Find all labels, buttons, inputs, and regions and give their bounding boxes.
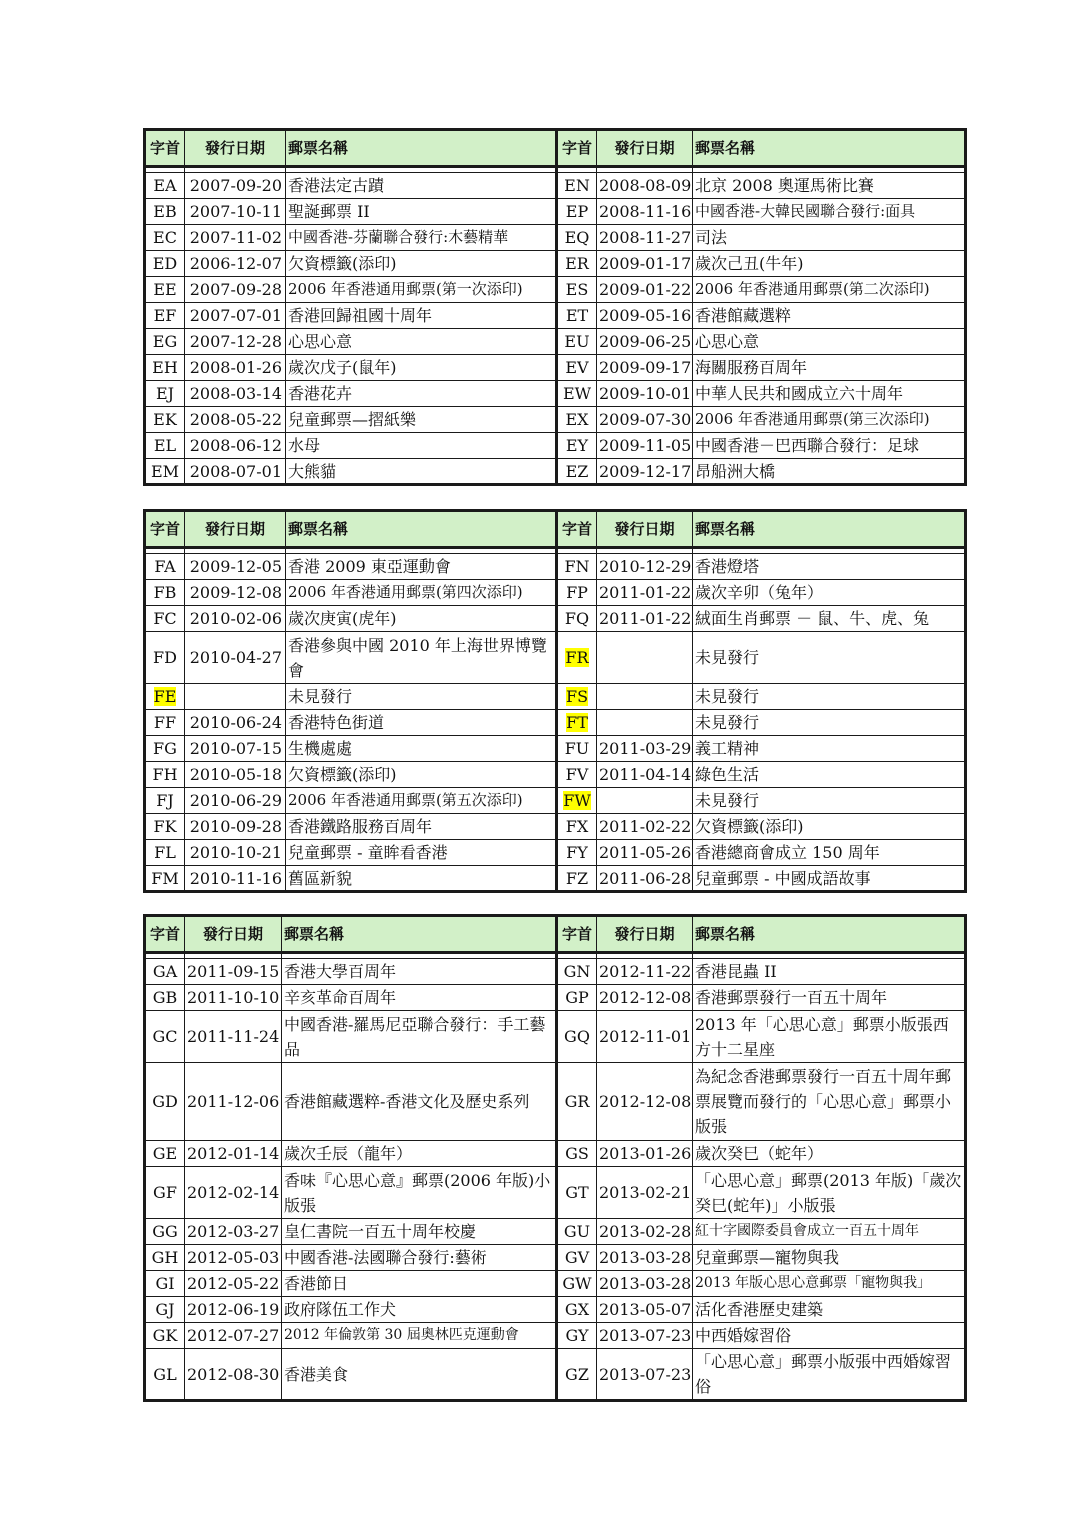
issue-date: 2012-11-01	[597, 1011, 693, 1063]
stamp-name: 香港昆蟲 II	[693, 959, 966, 985]
stamp-code: GG	[145, 1219, 185, 1245]
stamp-code: GI	[145, 1271, 185, 1297]
stamp-name: 香味『心思心意』郵票(2006 年版)小版張	[282, 1167, 557, 1219]
table-row	[145, 684, 966, 710]
stamp-name: 心思心意	[693, 329, 966, 355]
issue-date: 2008-07-01	[185, 459, 286, 485]
issue-date: 2010-11-16	[185, 866, 286, 892]
stamp-code: EG	[145, 329, 185, 355]
issue-date: 2013-01-26	[597, 1141, 693, 1167]
stamp-code: EJ	[145, 381, 185, 407]
issue-date: 2011-09-15	[185, 959, 282, 985]
stamp-name: 政府隊伍工作犬	[282, 1297, 557, 1323]
issue-date: 2011-05-26	[597, 840, 693, 866]
stamp-code: GN	[557, 959, 597, 985]
stamp-name: 香港燈塔	[693, 554, 966, 580]
issue-date: 2012-03-27	[185, 1219, 282, 1245]
table-row	[145, 1349, 966, 1401]
table-row	[145, 840, 966, 866]
stamp-name: 香港鐵路服務百周年	[286, 814, 557, 840]
table-row	[145, 173, 966, 199]
table-row	[145, 225, 966, 251]
stamp-name: 2006 年香港通用郵票(第五次添印)	[286, 788, 557, 814]
stamp-code: EF	[145, 303, 185, 329]
stamp-code: GL	[145, 1349, 185, 1401]
stamp-code	[557, 710, 597, 736]
header-name: 郵票名稱	[286, 130, 557, 167]
header-name: 郵票名稱	[693, 511, 966, 548]
issue-date: 2011-02-22	[597, 814, 693, 840]
stamp-code-highlight: FE	[153, 687, 177, 706]
stamp-code: EY	[557, 433, 597, 459]
issue-date: 2011-11-24	[185, 1011, 282, 1063]
stamp-name: 皇仁書院一百五十周年校慶	[282, 1219, 557, 1245]
stamp-name: 司法	[693, 225, 966, 251]
issue-date: 2012-12-08	[597, 985, 693, 1011]
issue-date: 2011-01-22	[597, 606, 693, 632]
issue-date: 2013-07-23	[597, 1349, 693, 1401]
header-name: 郵票名稱	[693, 130, 966, 167]
issue-date: 2009-05-16	[597, 303, 693, 329]
stamp-table-f	[143, 509, 967, 893]
issue-date: 2010-07-15	[185, 736, 286, 762]
header-date: 發行日期	[185, 916, 282, 953]
stamp-name: 2006 年香港通用郵票(第四次添印)	[286, 580, 557, 606]
stamp-code: GQ	[557, 1011, 597, 1063]
stamp-code: GH	[145, 1245, 185, 1271]
header-code: 字首	[557, 916, 597, 953]
stamp-name: 香港法定古蹟	[286, 173, 557, 199]
stamp-name: 水母	[286, 433, 557, 459]
stamp-code: GD	[145, 1063, 185, 1141]
stamp-name: 2006 年香港通用郵票(第一次添印)	[286, 277, 557, 303]
stamp-code: GS	[557, 1141, 597, 1167]
stamp-name: 香港 2009 東亞運動會	[286, 554, 557, 580]
stamp-name: 2006 年香港通用郵票(第三次添印)	[693, 407, 966, 433]
stamp-code: GZ	[557, 1349, 597, 1401]
stamp-name: 香港館藏選粹	[693, 303, 966, 329]
stamp-name: 綠色生活	[693, 762, 966, 788]
header-code: 字首	[145, 511, 185, 548]
issue-date: 2012-05-03	[185, 1245, 282, 1271]
stamp-name: 兒童郵票 - 中國成語故事	[693, 866, 966, 892]
stamp-code-highlight: FW	[563, 791, 591, 810]
table-row	[145, 1271, 966, 1297]
table-row	[145, 1141, 966, 1167]
header-date: 發行日期	[185, 511, 286, 548]
stamp-name: 欠資標籤(添印)	[693, 814, 966, 840]
stamp-code: FC	[145, 606, 185, 632]
issue-date: 2008-05-22	[185, 407, 286, 433]
issue-date	[597, 684, 693, 710]
stamp-code: FG	[145, 736, 185, 762]
issue-date: 2009-12-08	[185, 580, 286, 606]
stamp-code: EL	[145, 433, 185, 459]
stamp-name: 未見發行	[693, 710, 966, 736]
stamp-name: 「心思心意」郵票(2013 年版)「歲次癸巳(蛇年)」小版張	[693, 1167, 966, 1219]
stamp-code: FP	[557, 580, 597, 606]
stamp-name: 義工精神	[693, 736, 966, 762]
stamp-name: 活化香港歷史建築	[693, 1297, 966, 1323]
stamp-code: GW	[557, 1271, 597, 1297]
stamp-name: 歲次戊子(鼠年)	[286, 355, 557, 381]
stamp-code: FA	[145, 554, 185, 580]
issue-date: 2009-07-30	[597, 407, 693, 433]
stamp-name: 中西婚嫁習俗	[693, 1323, 966, 1349]
stamp-name: 欠資標籤(添印)	[286, 762, 557, 788]
issue-date: 2009-01-17	[597, 251, 693, 277]
issue-date: 2011-03-29	[597, 736, 693, 762]
stamp-code: FU	[557, 736, 597, 762]
issue-date: 2009-12-17	[597, 459, 693, 485]
stamp-code	[557, 788, 597, 814]
stamp-code: EP	[557, 199, 597, 225]
stamp-name: 中國香港-大韓民國聯合發行:面具	[693, 199, 966, 225]
issue-date: 2012-12-08	[597, 1063, 693, 1141]
stamp-name: 為紀念香港郵票發行一百五十周年郵票展覽而發行的「心思心意」郵票小版張	[693, 1063, 966, 1141]
table-row	[145, 355, 966, 381]
header-code: 字首	[557, 130, 597, 167]
stamp-code: EB	[145, 199, 185, 225]
issue-date: 2008-01-26	[185, 355, 286, 381]
table-row	[145, 459, 966, 485]
issue-date: 2010-09-28	[185, 814, 286, 840]
issue-date: 2012-06-19	[185, 1297, 282, 1323]
issue-date: 2011-12-06	[185, 1063, 282, 1141]
stamp-name: 未見發行	[693, 632, 966, 684]
issue-date: 2008-08-09	[597, 173, 693, 199]
issue-date: 2013-03-28	[597, 1271, 693, 1297]
stamp-code: GP	[557, 985, 597, 1011]
table-row	[145, 277, 966, 303]
stamp-name: 香港回歸祖國十周年	[286, 303, 557, 329]
stamp-name: 香港花卉	[286, 381, 557, 407]
table-row	[145, 1219, 966, 1245]
stamp-name: 兒童郵票—摺紙樂	[286, 407, 557, 433]
stamp-name: 香港參與中國 2010 年上海世界博覽會	[286, 632, 557, 684]
issue-date: 2007-11-02	[185, 225, 286, 251]
issue-date: 2008-11-16	[597, 199, 693, 225]
table-row	[145, 632, 966, 684]
stamp-name: 兒童郵票—寵物與我	[693, 1245, 966, 1271]
issue-date: 2010-10-21	[185, 840, 286, 866]
table-row	[145, 1245, 966, 1271]
stamp-table-g	[143, 914, 967, 1402]
header-code: 字首	[557, 511, 597, 548]
header-date: 發行日期	[597, 916, 693, 953]
issue-date: 2006-12-07	[185, 251, 286, 277]
stamp-code: EN	[557, 173, 597, 199]
header-row	[145, 511, 966, 548]
stamp-name: 香港特色街道	[286, 710, 557, 736]
issue-date: 2013-02-28	[597, 1219, 693, 1245]
issue-date: 2009-06-25	[597, 329, 693, 355]
stamp-code: EV	[557, 355, 597, 381]
stamp-name: 生機處處	[286, 736, 557, 762]
table-row	[145, 329, 966, 355]
stamp-name: 2006 年香港通用郵票(第二次添印)	[693, 277, 966, 303]
stamp-code: EX	[557, 407, 597, 433]
stamp-code: EW	[557, 381, 597, 407]
stamp-code: GB	[145, 985, 185, 1011]
stamp-code-highlight: FS	[565, 687, 589, 706]
stamp-code: EM	[145, 459, 185, 485]
issue-date: 2011-10-10	[185, 985, 282, 1011]
table-row	[145, 710, 966, 736]
issue-date	[597, 788, 693, 814]
stamp-code: FN	[557, 554, 597, 580]
stamp-name: 歲次庚寅(虎年)	[286, 606, 557, 632]
stamp-name: 心思心意	[286, 329, 557, 355]
table-row	[145, 1167, 966, 1219]
issue-date: 2007-07-01	[185, 303, 286, 329]
issue-date: 2007-10-11	[185, 199, 286, 225]
stamp-name: 2013 年版心思心意郵票「寵物與我」	[693, 1271, 966, 1297]
table-row	[145, 381, 966, 407]
header-code: 字首	[145, 916, 185, 953]
stamp-code-highlight: FR	[565, 648, 589, 667]
issue-date: 2009-10-01	[597, 381, 693, 407]
header-name: 郵票名稱	[286, 511, 557, 548]
issue-date: 2011-01-22	[597, 580, 693, 606]
stamp-code: GA	[145, 959, 185, 985]
issue-date: 2007-09-28	[185, 277, 286, 303]
stamp-name: 中國香港-法國聯合發行:藝術	[282, 1245, 557, 1271]
stamp-name: 紅十字國際委員會成立一百五十周年	[693, 1219, 966, 1245]
issue-date: 2013-05-07	[597, 1297, 693, 1323]
stamp-name: 昂船洲大橋	[693, 459, 966, 485]
stamp-name: 兒童郵票 - 童眸看香港	[286, 840, 557, 866]
stamp-name: 未見發行	[693, 788, 966, 814]
table-row	[145, 251, 966, 277]
stamp-code: GY	[557, 1323, 597, 1349]
stamp-code: GK	[145, 1323, 185, 1349]
issue-date: 2010-04-27	[185, 632, 286, 684]
stamp-code	[557, 684, 597, 710]
stamp-code: EZ	[557, 459, 597, 485]
stamp-name: 香港美食	[282, 1349, 557, 1401]
stamp-code: FX	[557, 814, 597, 840]
stamp-code	[145, 684, 185, 710]
stamp-name: 絨面生肖郵票 － 鼠、牛、虎、兔	[693, 606, 966, 632]
issue-date: 2008-03-14	[185, 381, 286, 407]
issue-date: 2010-06-29	[185, 788, 286, 814]
stamp-code: FZ	[557, 866, 597, 892]
issue-date: 2010-05-18	[185, 762, 286, 788]
stamp-name: 舊區新貌	[286, 866, 557, 892]
stamp-name: 2013 年「心思心意」郵票小版張西方十二星座	[693, 1011, 966, 1063]
table-row	[145, 199, 966, 225]
issue-date: 2007-09-20	[185, 173, 286, 199]
stamp-code	[557, 632, 597, 684]
stamp-name: 2012 年倫敦第 30 屆奧林匹克運動會	[282, 1323, 557, 1349]
stamp-name: 中國香港－巴西聯合發行：足球	[693, 433, 966, 459]
issue-date: 2012-11-22	[597, 959, 693, 985]
stamp-name: 歲次壬辰（龍年）	[282, 1141, 557, 1167]
issue-date: 2011-06-28	[597, 866, 693, 892]
stamp-code: EC	[145, 225, 185, 251]
stamp-code: GC	[145, 1011, 185, 1063]
stamp-code: EH	[145, 355, 185, 381]
issue-date: 2009-11-05	[597, 433, 693, 459]
issue-date: 2012-02-14	[185, 1167, 282, 1219]
stamp-code-highlight: FT	[566, 713, 588, 732]
stamp-table-e	[143, 128, 967, 486]
stamp-code: EU	[557, 329, 597, 355]
table-row	[145, 736, 966, 762]
header-name: 郵票名稱	[282, 916, 557, 953]
table-row	[145, 788, 966, 814]
stamp-code: ES	[557, 277, 597, 303]
table-row	[145, 1297, 966, 1323]
stamp-code: ET	[557, 303, 597, 329]
stamp-code: GR	[557, 1063, 597, 1141]
table-row	[145, 866, 966, 892]
header-name: 郵票名稱	[693, 916, 966, 953]
issue-date: 2010-02-06	[185, 606, 286, 632]
stamp-name: 欠資標籤(添印)	[286, 251, 557, 277]
stamp-name: 北京 2008 奧運馬術比賽	[693, 173, 966, 199]
header-date: 發行日期	[597, 130, 693, 167]
table-row	[145, 407, 966, 433]
table-row	[145, 814, 966, 840]
stamp-name: 香港節日	[282, 1271, 557, 1297]
issue-date: 2009-01-22	[597, 277, 693, 303]
stamp-code: GJ	[145, 1297, 185, 1323]
stamp-name: 香港館藏選粹-香港文化及歷史系列	[282, 1063, 557, 1141]
stamp-code: GE	[145, 1141, 185, 1167]
issue-date: 2010-06-24	[185, 710, 286, 736]
issue-date	[597, 710, 693, 736]
stamp-name: 中國香港-羅馬尼亞聯合發行：手工藝品	[282, 1011, 557, 1063]
stamp-code: ED	[145, 251, 185, 277]
header-row	[145, 130, 966, 167]
table-row	[145, 1011, 966, 1063]
stamp-name: 香港郵票發行一百五十周年	[693, 985, 966, 1011]
header-date: 發行日期	[185, 130, 286, 167]
issue-date: 2012-05-22	[185, 1271, 282, 1297]
issue-date: 2010-12-29	[597, 554, 693, 580]
stamp-name: 香港總商會成立 150 周年	[693, 840, 966, 866]
issue-date: 2011-04-14	[597, 762, 693, 788]
stamp-code: FD	[145, 632, 185, 684]
table-row	[145, 580, 966, 606]
stamp-code: FK	[145, 814, 185, 840]
header-row	[145, 916, 966, 953]
stamp-code: GT	[557, 1167, 597, 1219]
stamp-name: 中國香港-芬蘭聯合發行:木藝精華	[286, 225, 557, 251]
issue-date: 2012-07-27	[185, 1323, 282, 1349]
issue-date: 2008-11-27	[597, 225, 693, 251]
stamp-name: 歲次己丑(牛年)	[693, 251, 966, 277]
issue-date: 2012-01-14	[185, 1141, 282, 1167]
stamp-name: 歲次癸巳（蛇年）	[693, 1141, 966, 1167]
stamp-code: GX	[557, 1297, 597, 1323]
stamp-code: FJ	[145, 788, 185, 814]
stamp-code: FL	[145, 840, 185, 866]
issue-date: 2012-08-30	[185, 1349, 282, 1401]
issue-date: 2013-02-21	[597, 1167, 693, 1219]
stamp-code: EK	[145, 407, 185, 433]
issue-date: 2008-06-12	[185, 433, 286, 459]
table-row	[145, 762, 966, 788]
stamp-code: GF	[145, 1167, 185, 1219]
stamp-code: FF	[145, 710, 185, 736]
stamp-code: ER	[557, 251, 597, 277]
header-code: 字首	[145, 130, 185, 167]
table-row	[145, 433, 966, 459]
issue-date: 2013-03-28	[597, 1245, 693, 1271]
stamp-name: 「心思心意」郵票小版張中西婚嫁習俗	[693, 1349, 966, 1401]
stamp-name: 海關服務百周年	[693, 355, 966, 381]
stamp-code: FB	[145, 580, 185, 606]
stamp-name: 辛亥革命百周年	[282, 985, 557, 1011]
table-row	[145, 1063, 966, 1141]
table-row	[145, 303, 966, 329]
header-date: 發行日期	[597, 511, 693, 548]
stamp-code: FY	[557, 840, 597, 866]
stamp-name: 未見發行	[693, 684, 966, 710]
table-row	[145, 554, 966, 580]
stamp-name: 香港大學百周年	[282, 959, 557, 985]
stamp-code: EA	[145, 173, 185, 199]
table-row	[145, 985, 966, 1011]
issue-date: 2009-09-17	[597, 355, 693, 381]
stamp-code: GV	[557, 1245, 597, 1271]
stamp-name: 未見發行	[286, 684, 557, 710]
table-row	[145, 959, 966, 985]
stamp-code: FV	[557, 762, 597, 788]
table-row	[145, 606, 966, 632]
stamp-code: FM	[145, 866, 185, 892]
stamp-code: EE	[145, 277, 185, 303]
stamp-name: 中華人民共和國成立六十周年	[693, 381, 966, 407]
stamp-code: GU	[557, 1219, 597, 1245]
stamp-code: FQ	[557, 606, 597, 632]
issue-date	[597, 632, 693, 684]
stamp-name: 大熊貓	[286, 459, 557, 485]
stamp-name: 歲次辛卯（兔年）	[693, 580, 966, 606]
stamp-code: EQ	[557, 225, 597, 251]
table-row	[145, 1323, 966, 1349]
issue-date: 2007-12-28	[185, 329, 286, 355]
issue-date	[185, 684, 286, 710]
stamp-name: 聖誕郵票 II	[286, 199, 557, 225]
stamp-code: FH	[145, 762, 185, 788]
issue-date: 2013-07-23	[597, 1323, 693, 1349]
issue-date: 2009-12-05	[185, 554, 286, 580]
